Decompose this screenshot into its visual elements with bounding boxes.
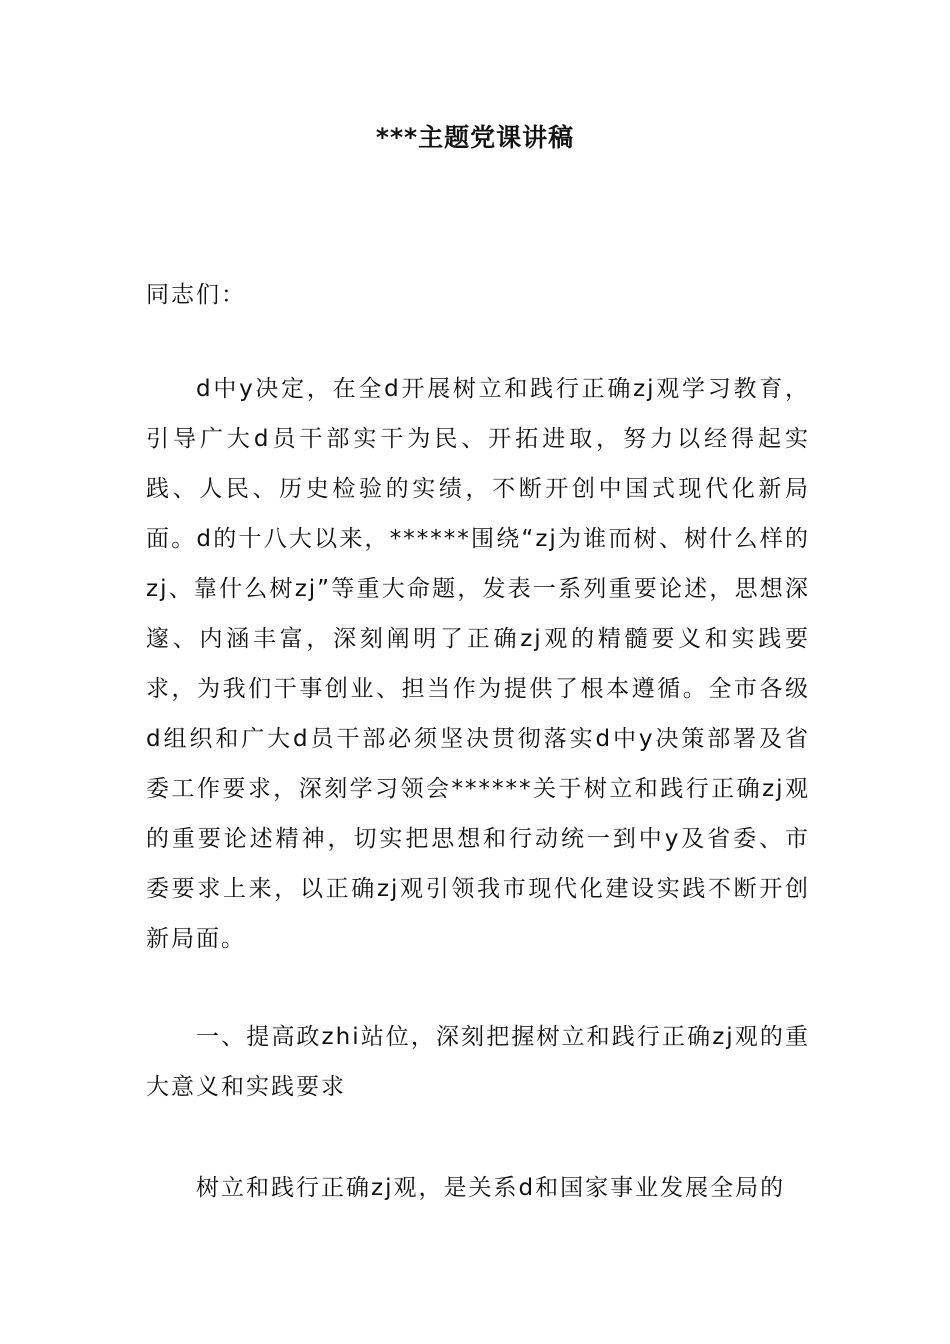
body-paragraph: d中y决定，在全d开展树立和践行正确zj观学习教育，引导广大d员干部实干为民、开拓进取，努力以经得起实践、人民、历史检验的实绩，不断开创中国式现代化新局面。d的十八大以来，******围绕“zj为谁而树、树什么样的zj、靠什么树zj”等重大命题，发表一系列重要论述，思想深邃、内涵丰富，深刻阐明了正确zj观的精髓要义和实践要求，为我们干事创业、担当作为提供了根本遵循。全市各级d组织和广大d员干部必须坚决贯彻落实d中y决策部署及省委工作要求，深刻学习领会******关于树立和践行正确zj观的重要论述精神，切实把思想和行动统一到中y及省委、市委要求上来，以正确zj观引领我市现代化建设实践不断开创新局面。 <box>146 376 810 952</box>
document-title: ***主题党课讲稿 <box>375 123 575 152</box>
section-heading: 一、提高政zhi站位，深刻把握树立和践行正确zj观的重大意义和实践要求 <box>146 1024 810 1100</box>
body-paragraph: 树立和践行正确zj观，是关系d和国家事业发展全局的 <box>196 1175 786 1201</box>
greeting: 同志们： <box>146 282 246 308</box>
